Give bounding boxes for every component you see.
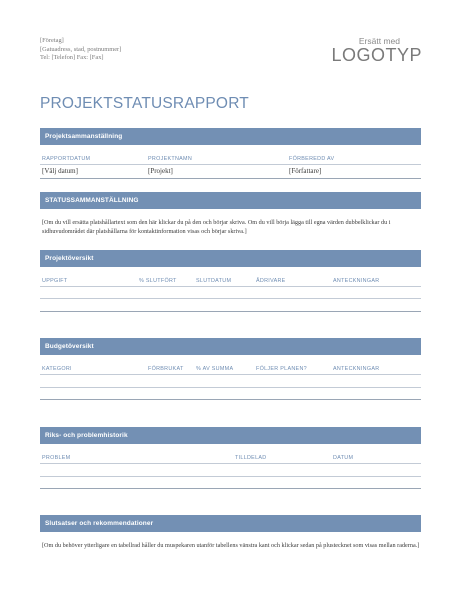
company-address[interactable]: [Gatuadress, stad, postnummer] [40, 45, 122, 53]
author-field[interactable]: [Författare] [289, 167, 322, 175]
logo-replace-text: Ersätt med [358, 36, 400, 46]
col-task: UPPGIFT [42, 278, 68, 284]
col-project-name: PROJEKTNAMN [148, 156, 193, 162]
project-name-field[interactable]: [Projekt] [148, 167, 173, 175]
table-row[interactable] [40, 463, 421, 464]
company-info [40, 37, 121, 63]
section-header-conclusions [40, 515, 421, 532]
col-driver: ÅDRIVARE [256, 278, 286, 284]
section-header-overview-label: Projektöversikt [45, 254, 94, 262]
section-header-status [40, 192, 421, 209]
section-header-status-label: STATUSSAMMANSTÄLLNING [45, 196, 139, 204]
col-problem: PROBLEM [42, 455, 71, 461]
table-row[interactable] [40, 286, 421, 287]
col-notes: ANTECKNINGAR [333, 366, 380, 372]
report-date-field[interactable]: [Välj datum] [42, 167, 78, 175]
col-percent-complete: % SLUTFÖRT [139, 278, 177, 284]
table-row[interactable] [40, 298, 421, 299]
table-row[interactable] [40, 387, 421, 388]
col-category: KATEGORI [42, 366, 72, 372]
table-row[interactable] [40, 399, 421, 400]
logo-placeholder[interactable] [331, 36, 422, 66]
col-assigned: TILLDELAD [235, 455, 267, 461]
table-row[interactable] [40, 374, 421, 375]
col-percent-of-total: % AV SUMMA [196, 366, 234, 372]
col-prepared-by: FÖRBEREDD AV [289, 156, 335, 162]
table-row[interactable] [40, 488, 421, 489]
col-spent: FÖRBRUKAT [148, 366, 184, 372]
section-header-overview [40, 250, 421, 267]
section-header-risks-label: Riks- och problemhistorik [45, 431, 128, 439]
page-title: PROJEKTSTATUSRAPPORT [40, 95, 249, 112]
conclusions-text[interactable]: [Om du behöver ytterligare en tabellrad håller du muspekaren utanför tabellens vänstra kant och klickar sedan på plustecknet som visas mellan raderna.] [42, 542, 420, 549]
section-header-budget-label: Budgetöversikt [45, 342, 94, 350]
table-row[interactable] [40, 476, 421, 477]
divider [40, 178, 421, 179]
section-header-risks [40, 427, 421, 444]
col-report-date: RAPPORTDATUM [42, 156, 91, 162]
table-row[interactable] [40, 311, 421, 312]
section-header-summary [40, 128, 421, 145]
section-header-conclusions-label: Slutsatser och rekommendationer [45, 519, 154, 527]
col-on-plan: FÖLJER PLANEN? [256, 366, 307, 372]
status-text[interactable]: [Om du vill ersätta platshållartext som den här klickar du på den och börjar skriva. Om du vill börja lägga till egna värden dubbelklickar du i sidhuvudområdet där platshållarna för kontaktinformation visas och börjar skriva.] [42, 219, 391, 235]
logo-text: LOGOTYP [331, 45, 422, 65]
company-contact[interactable]: Tel: [Telefon] Fax: [Fax] [40, 54, 104, 62]
divider [40, 164, 421, 165]
col-notes: ANTECKNINGAR [333, 278, 380, 284]
col-end-date: SLUTDATUM [196, 278, 232, 284]
section-header-summary-label: Projektsammanställning [45, 132, 123, 140]
col-date: DATUM [333, 455, 354, 461]
company-name[interactable]: [Företag] [40, 37, 64, 44]
section-header-budget [40, 338, 421, 355]
